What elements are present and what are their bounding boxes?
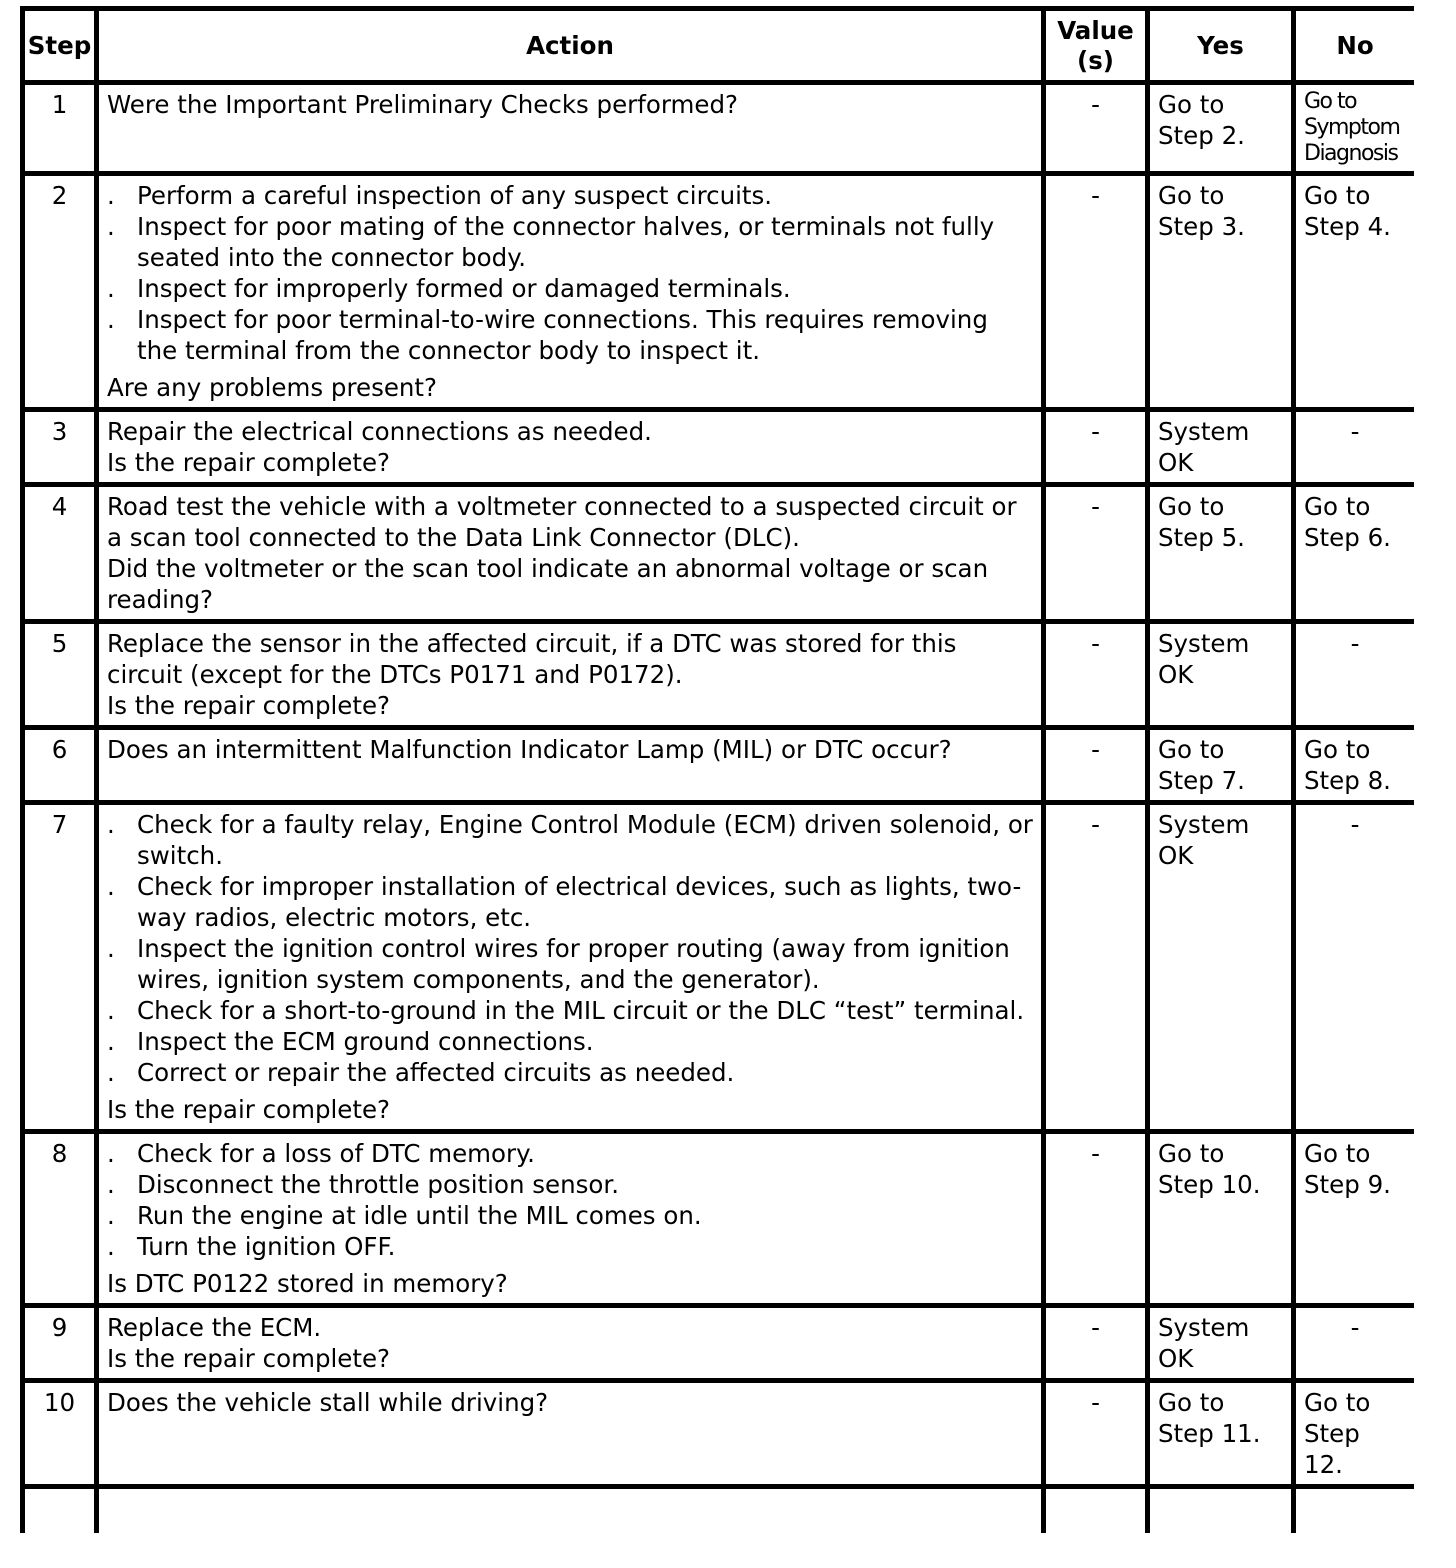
empty-cell [97, 1487, 1044, 1533]
bullet-marker: . [107, 1232, 115, 1261]
table-row-continued [23, 1487, 1415, 1533]
action-text: Repair the electrical connections as needed. [107, 417, 652, 446]
bullet-marker: . [107, 305, 115, 334]
table-row [23, 174, 1415, 410]
table-row [23, 1132, 1415, 1306]
action-bullet [107, 1138, 1033, 1169]
action-text: Replace the ECM. [107, 1313, 322, 1342]
diagnostic-table [20, 6, 1414, 1533]
action-cell [97, 485, 1044, 622]
yes-cell: System OK [1148, 803, 1294, 1132]
action-bullet [107, 809, 1033, 871]
step-number: 1 [23, 83, 97, 174]
empty-cell [23, 1487, 97, 1533]
bullet-text: Inspect for poor terminal-to-wire connections. This requires removing the terminal from the connector body to inspect it. [137, 305, 988, 365]
action-cell [97, 1132, 1044, 1306]
header-action: Action [97, 9, 1044, 83]
action-text: Road test the vehicle with a voltmeter connected to a suspected circuit or a scan tool connected to the Data Link Connector (DLC). [107, 492, 1017, 552]
action-bullet [107, 1026, 1033, 1057]
action-text: Did the voltmeter or the scan tool indicate an abnormal voltage or scan reading? [107, 554, 989, 614]
bullet-marker: . [107, 274, 115, 303]
step-number: 7 [23, 803, 97, 1132]
value-cell: - [1044, 83, 1148, 174]
action-text: Does the vehicle stall while driving? [107, 1388, 549, 1417]
value-cell: - [1044, 485, 1148, 622]
action-cell [97, 1381, 1044, 1487]
action-cell [97, 410, 1044, 485]
header-yes: Yes [1148, 9, 1294, 83]
bullet-text: Check for a faulty relay, Engine Control Module (ECM) driven solenoid, or switch. [137, 810, 1033, 870]
bullet-text: Inspect for improperly formed or damaged terminals. [137, 274, 791, 303]
action-bullet [107, 273, 1033, 304]
action-bullet [107, 1057, 1033, 1088]
value-cell: - [1044, 410, 1148, 485]
value-cell: - [1044, 1132, 1148, 1306]
yes-cell: System OK [1148, 410, 1294, 485]
action-bullet [107, 211, 1033, 273]
bullet-marker: . [107, 1170, 115, 1199]
action-question: Is the repair complete? [107, 1095, 391, 1124]
empty-cell [1044, 1487, 1148, 1533]
empty-cell [1148, 1487, 1294, 1533]
action-text: Were the Important Preliminary Checks performed? [107, 90, 739, 119]
yes-cell: Go to Step 2. [1148, 83, 1294, 174]
yes-cell: System OK [1148, 622, 1294, 728]
value-cell: - [1044, 622, 1148, 728]
bullet-text: Correct or repair the affected circuits as needed. [137, 1058, 735, 1087]
bullet-text: Check for a short-to-ground in the MIL circuit or the DLC “test” terminal. [137, 996, 1025, 1025]
action-text: Is the repair complete? [107, 1344, 391, 1373]
value-cell: - [1044, 803, 1148, 1132]
bullet-marker: . [107, 996, 115, 1025]
action-text: Is the repair complete? [107, 448, 391, 477]
action-question: Are any problems present? [107, 373, 438, 402]
step-number: 8 [23, 1132, 97, 1306]
value-cell: - [1044, 1381, 1148, 1487]
bullet-text: Check for improper installation of electrical devices, such as lights, two-way radios, electric motors, etc. [137, 872, 1022, 932]
step-number: 10 [23, 1381, 97, 1487]
action-cell [97, 622, 1044, 728]
step-number: 5 [23, 622, 97, 728]
action-bullet [107, 871, 1033, 933]
value-cell: - [1044, 1306, 1148, 1381]
header-row [23, 9, 1415, 83]
bullet-marker: . [107, 1027, 115, 1056]
header-value: Value (s) [1044, 9, 1148, 83]
action-bullet [107, 933, 1033, 995]
bullet-text: Inspect the ECM ground connections. [137, 1027, 594, 1056]
action-text: Replace the sensor in the affected circuit, if a DTC was stored for this circuit (except for the DTCs P0171 and P0172). [107, 629, 957, 689]
action-cell [97, 174, 1044, 410]
bullet-text: Inspect the ignition control wires for proper routing (away from ignition wires, ignition system components, and the generator). [137, 934, 1010, 994]
table-body [23, 83, 1415, 1533]
value-cell: - [1044, 174, 1148, 410]
no-cell: Go to Step 12. [1294, 1381, 1415, 1487]
bullet-marker: . [107, 181, 115, 210]
no-cell: - [1294, 622, 1415, 728]
yes-cell: Go to Step 7. [1148, 728, 1294, 803]
bullet-marker: . [107, 934, 115, 963]
bullet-marker: . [107, 1201, 115, 1230]
action-cell [97, 83, 1044, 174]
step-number: 9 [23, 1306, 97, 1381]
action-bullet [107, 180, 1033, 211]
yes-cell: System OK [1148, 1306, 1294, 1381]
bullet-marker: . [107, 872, 115, 901]
table-row [23, 728, 1415, 803]
bullet-text: Run the engine at idle until the MIL comes on. [137, 1201, 702, 1230]
no-cell: - [1294, 410, 1415, 485]
bullet-marker: . [107, 1139, 115, 1168]
action-bullet [107, 1231, 1033, 1262]
bullet-text: Disconnect the throttle position sensor. [137, 1170, 619, 1199]
action-text: Is the repair complete? [107, 691, 391, 720]
header-no: No [1294, 9, 1415, 83]
bullet-text: Turn the ignition OFF. [137, 1232, 396, 1261]
table-row [23, 410, 1415, 485]
bullet-marker: . [107, 810, 115, 839]
action-text: Does an intermittent Malfunction Indicator Lamp (MIL) or DTC occur? [107, 735, 952, 764]
yes-cell: Go to Step 3. [1148, 174, 1294, 410]
action-bullet [107, 304, 1033, 366]
table-row [23, 83, 1415, 174]
table-row [23, 622, 1415, 728]
no-cell: Go to Step 8. [1294, 728, 1415, 803]
action-question: Is DTC P0122 stored in memory? [107, 1269, 508, 1298]
table-row [23, 485, 1415, 622]
no-cell: Go to Step 9. [1294, 1132, 1415, 1306]
table-row [23, 803, 1415, 1132]
yes-cell: Go to Step 11. [1148, 1381, 1294, 1487]
action-cell [97, 803, 1044, 1132]
diagnostic-table-container [20, 6, 1414, 1568]
header-step: Step [23, 9, 97, 83]
step-number: 4 [23, 485, 97, 622]
action-cell [97, 728, 1044, 803]
yes-cell: Go to Step 10. [1148, 1132, 1294, 1306]
no-cell: - [1294, 1306, 1415, 1381]
table-row [23, 1306, 1415, 1381]
bullet-text: Check for a loss of DTC memory. [137, 1139, 535, 1168]
bullet-text: Perform a careful inspection of any suspect circuits. [137, 181, 773, 210]
step-number: 6 [23, 728, 97, 803]
bullet-text: Inspect for poor mating of the connector halves, or terminals not fully seated into the connector body. [137, 212, 995, 272]
step-number: 2 [23, 174, 97, 410]
action-bullet [107, 1200, 1033, 1231]
action-bullet [107, 1169, 1033, 1200]
action-cell [97, 1306, 1044, 1381]
step-number: 3 [23, 410, 97, 485]
bullet-marker: . [107, 1058, 115, 1087]
no-cell: Go to Step 6. [1294, 485, 1415, 622]
no-cell: Go to Symptom Diagnosis [1294, 83, 1415, 174]
value-cell: - [1044, 728, 1148, 803]
action-bullet [107, 995, 1033, 1026]
no-cell: - [1294, 803, 1415, 1132]
no-cell: Go to Step 4. [1294, 174, 1415, 410]
table-row [23, 1381, 1415, 1487]
empty-cell [1294, 1487, 1415, 1533]
yes-cell: Go to Step 5. [1148, 485, 1294, 622]
bullet-marker: . [107, 212, 115, 241]
